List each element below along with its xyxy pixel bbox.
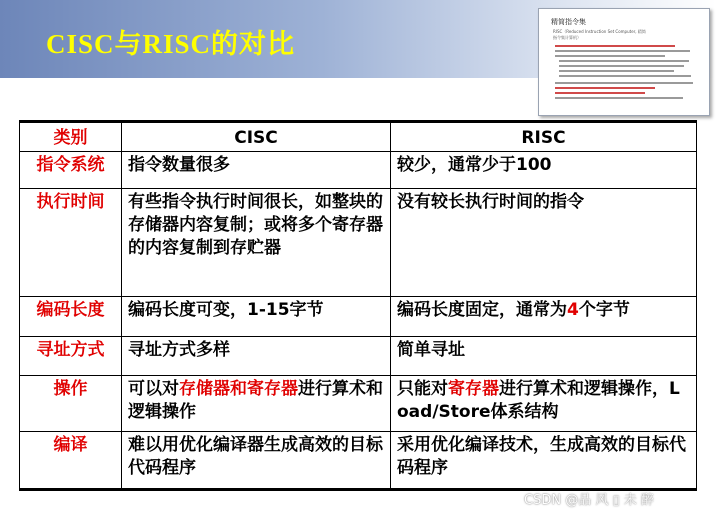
thumbnail-text-line <box>559 60 689 62</box>
risc-text: 进行算术和逻辑操作，Load/Store体系结构 <box>397 379 680 422</box>
watermark: CSDN @品 风 ▯ 未 醉 <box>524 493 654 508</box>
cisc-cell: 编码长度可变，1-15字节 <box>122 297 391 337</box>
thumbnail-text-line <box>555 92 645 94</box>
table-header-row <box>20 122 697 152</box>
cisc-text: 进行算术和逻辑操作 <box>128 379 383 422</box>
cisc-text: 可以对 <box>128 379 179 399</box>
risc-cell: 简单寻址 <box>391 337 697 376</box>
slide-title: CISC与RISC的对比 <box>46 29 296 59</box>
comparison-table <box>19 120 697 491</box>
row-label: 编译 <box>20 432 122 490</box>
risc-text: 编码长度固定，通常为 <box>397 300 567 320</box>
thumbnail-text-line <box>555 50 690 52</box>
cisc-highlight: 存储器和寄存器 <box>179 379 298 399</box>
table-row <box>20 189 697 297</box>
cisc-cell <box>122 376 391 432</box>
table-row <box>20 152 697 189</box>
row-label: 操作 <box>20 376 122 432</box>
table-row <box>20 432 697 490</box>
thumbnail-text-line <box>555 82 693 84</box>
table-row <box>20 337 697 376</box>
row-label: 指令系统 <box>20 152 122 189</box>
risc-cell: 采用优化编译技术，生成高效的目标代码程序 <box>391 432 697 490</box>
risc-cell <box>391 297 697 337</box>
thumbnail-title: 精简指令集 <box>551 18 586 26</box>
thumbnail-text-line <box>559 65 684 67</box>
thumbnail-line: 指令集计算机） <box>553 35 581 40</box>
cisc-cell: 有些指令执行时间很长，如整块的存储器内容复制；或将多个寄存器的内容复制到存贮器 <box>122 189 391 297</box>
thumbnail-line: RISC（Reduced Instruction Set Computer, 精简 <box>553 29 646 34</box>
risc-cell <box>391 376 697 432</box>
header-category: 类别 <box>20 122 122 152</box>
cisc-cell: 难以用优化编译器生成高效的目标代码程序 <box>122 432 391 490</box>
thumbnail-text-line <box>559 75 691 77</box>
header-risc: RISC <box>391 122 697 152</box>
thumbnail-text-line <box>555 87 655 89</box>
risc-cell: 较少，通常少于100 <box>391 152 697 189</box>
risc-cell: 没有较长执行时间的指令 <box>391 189 697 297</box>
header-cisc: CISC <box>122 122 391 152</box>
risc-highlight: 4 <box>567 300 579 320</box>
thumbnail-text-line <box>555 55 665 57</box>
risc-text: 个字节 <box>578 300 630 320</box>
table-row <box>20 376 697 432</box>
cisc-cell: 寻址方式多样 <box>122 337 391 376</box>
row-label: 寻址方式 <box>20 337 122 376</box>
row-label: 执行时间 <box>20 189 122 297</box>
thumbnail-text-line <box>559 70 674 72</box>
thumbnail-preview <box>538 8 710 116</box>
row-label: 编码长度 <box>20 297 122 337</box>
risc-text: 只能对 <box>397 379 448 399</box>
table-row <box>20 297 697 337</box>
thumbnail-text-line <box>555 97 683 99</box>
thumbnail-text-line <box>555 45 675 47</box>
cisc-cell: 指令数量很多 <box>122 152 391 189</box>
risc-highlight: 寄存器 <box>448 379 499 399</box>
